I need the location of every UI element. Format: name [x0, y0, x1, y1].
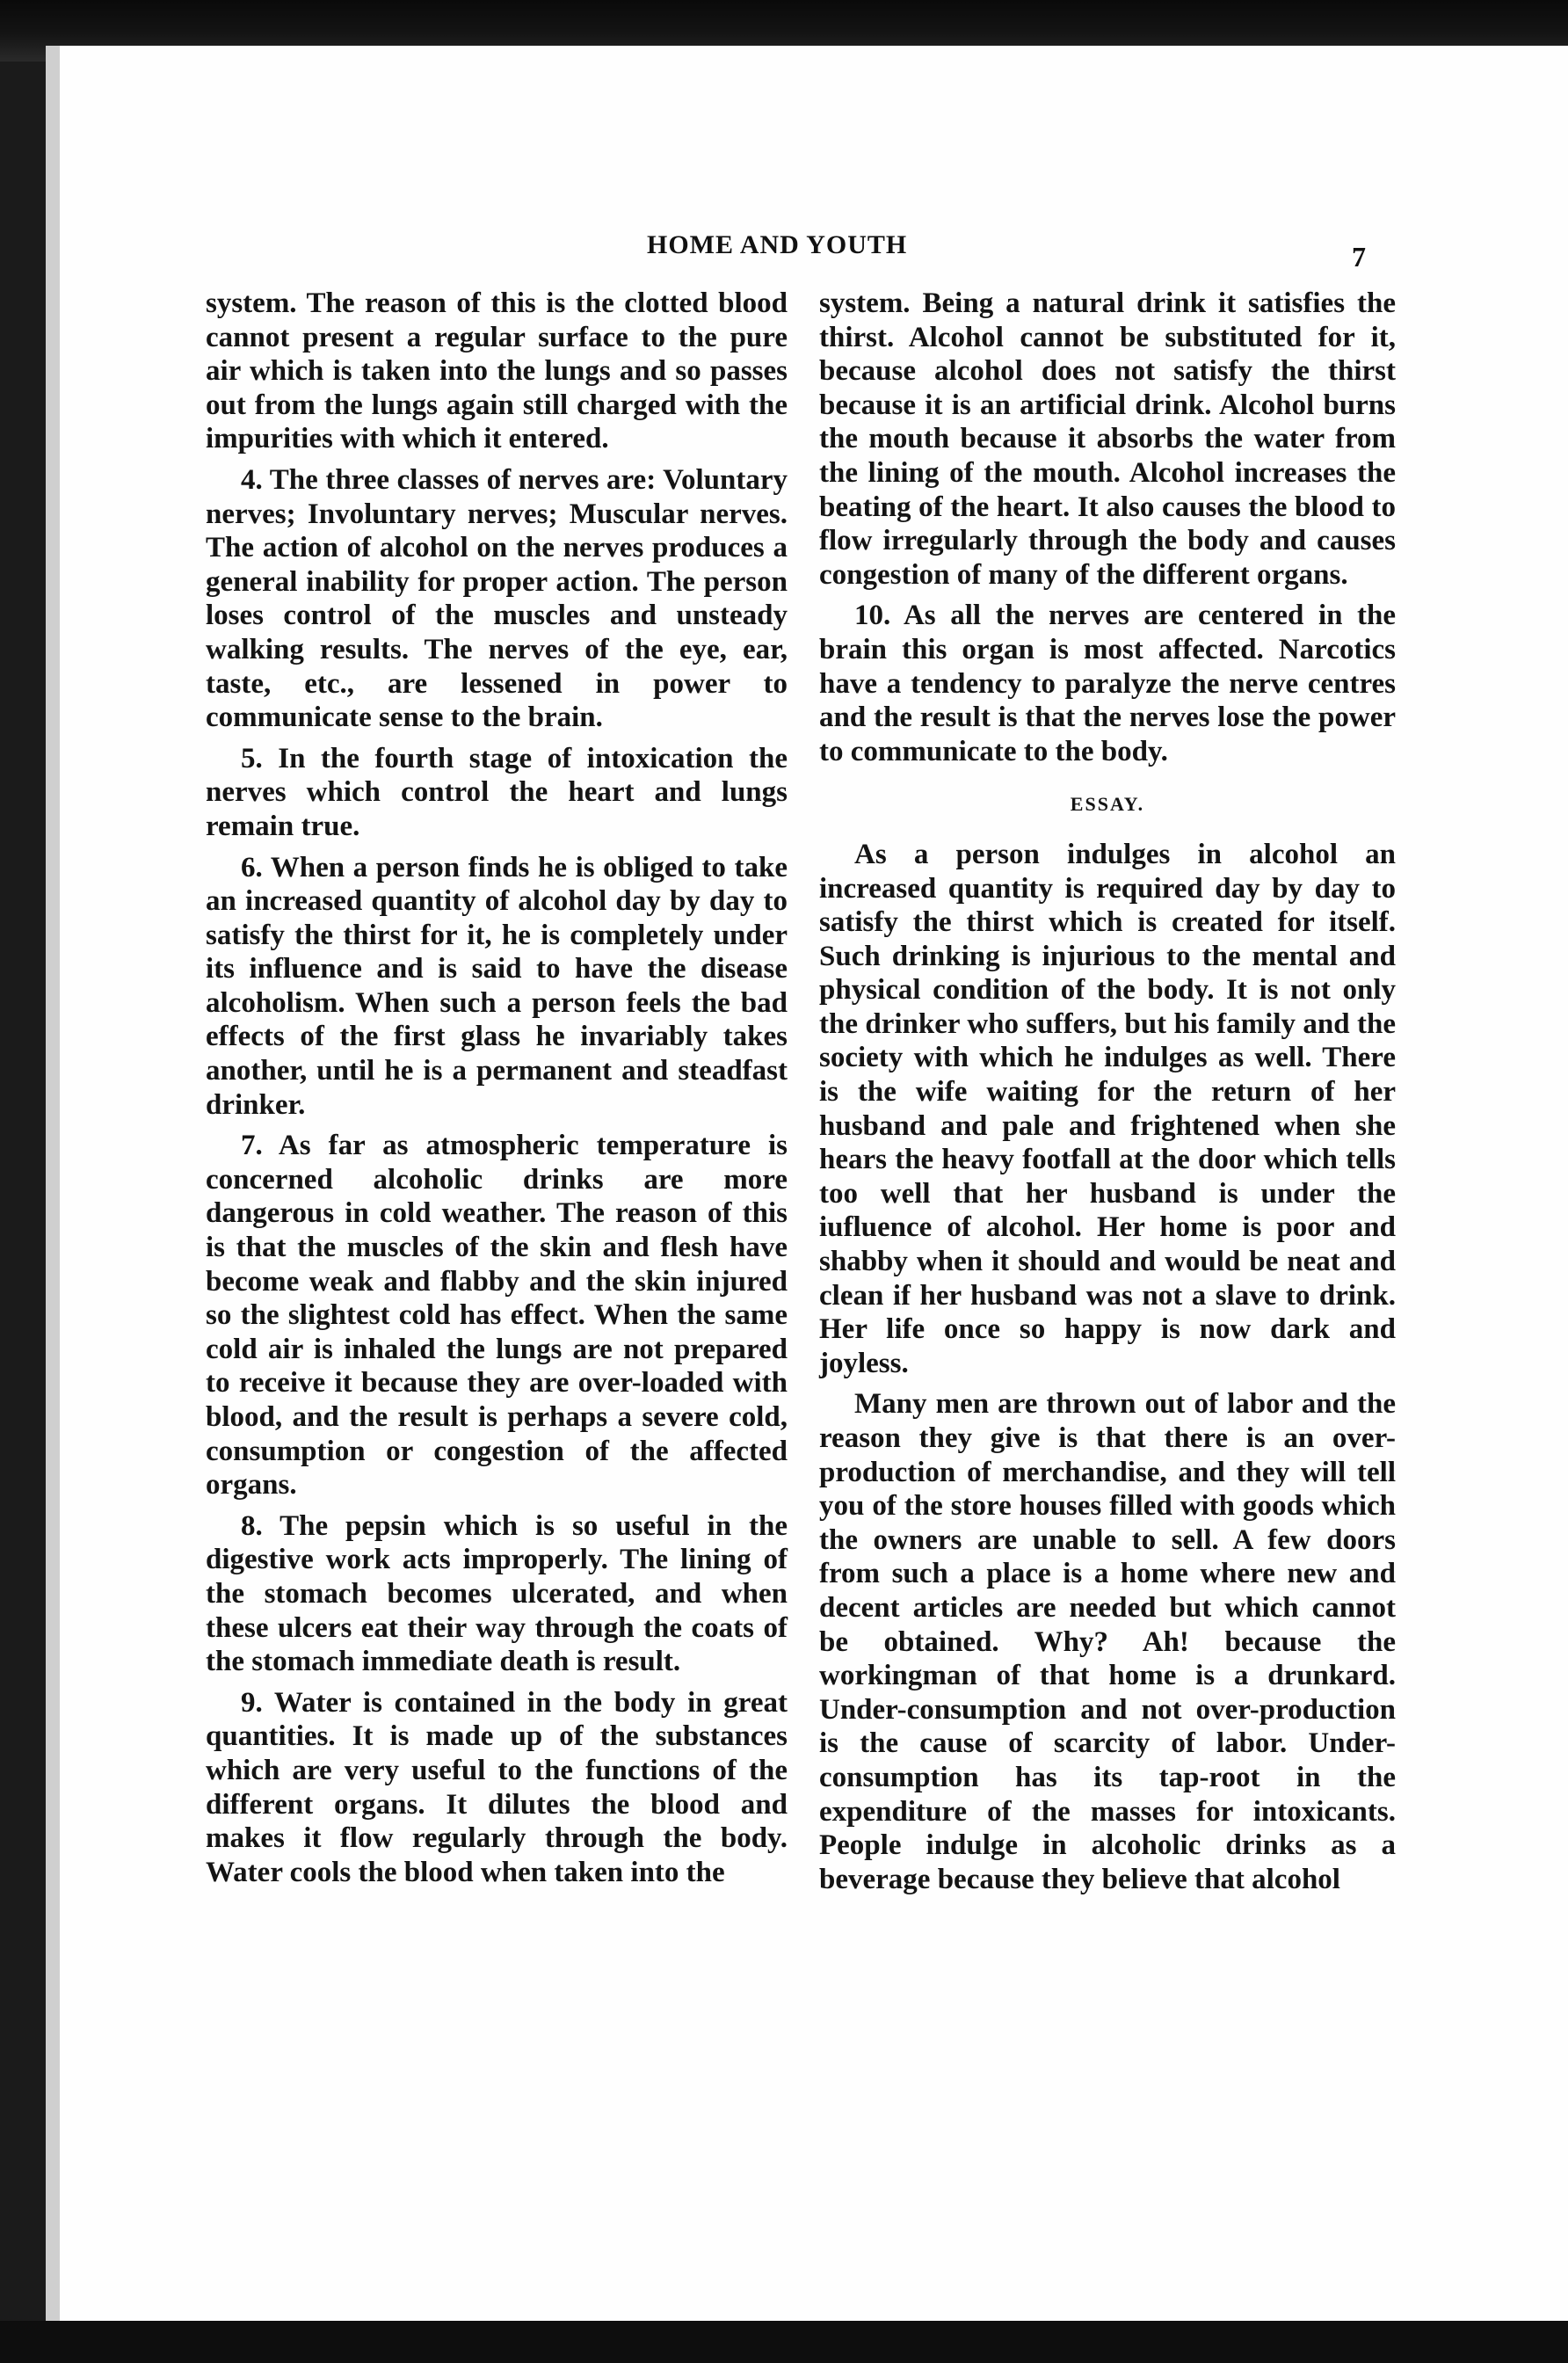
paragraph-point-4: 4. The three classes of nerves are: Voluntary nerves; Involuntary nerves; Muscular nerves. The action of alcohol on the nerves produces a general inability for proper action. The person loses control of the muscles and unsteady walking results. The nerves of the eye, ear, taste, etc., are lessened in power to communicate sense to the brain.: [206, 463, 788, 734]
paragraph-point-8: 8. The pepsin which is so useful in the digestive work acts improperly. The lining of the stomach becomes ulcerated, and when these ulcers eat their way through the coats of the stomach immediate death is result.: [206, 1509, 788, 1678]
left-column: [206, 287, 788, 1896]
paragraph-point-7: 7. As far as atmospheric temperature is concerned alcoholic drinks are more dangerous in cold weather. The reason of this is that the muscles of the skin and flesh have become weak and flabby and the skin injured so the slightest cold has effect. When the same cold air is inhaled the lungs are not prepared to receive it because they are over-loaded with blood, and the result is perhaps a severe cold, consumption or congestion of the affected organs.: [206, 1130, 788, 1501]
running-title: HOME AND YOUTH: [647, 230, 908, 259]
page-number: 7: [1352, 241, 1366, 273]
paragraph-point-6: 6. When a person finds he is obliged to take an increased quantity of alcohol day by day to satisfy the thirst for it, he is completely under its influence and is said to have the disease alcoholism. When such a person feels the bad effects of the first glass he invariably takes another, until he is a permanent and steadfast drinker.: [206, 851, 788, 1121]
page-header: [0, 230, 1568, 273]
paragraph-point-10: 10. As all the nerves are centered in the brain this organ is most affected. Narcotics have a tendency to paralyze the nerve centres and the result is that the nerves lose the power to communicate to the body.: [819, 600, 1396, 767]
right-column: [819, 287, 1396, 1903]
paragraph-continued-right: system. Being a natural drink it satisfies the thirst. Alcohol cannot be substituted for it, because alcohol does not satisfy the thirst because it is an artificial drink. Alcohol burns the mouth because it absorbs the water from the lining of the mouth. Alcohol increases the beating of the heart. It also causes the blood to flow irregularly through the body and causes congestion of many of the different organs.: [819, 287, 1396, 591]
essay-paragraph-1: As a person indulges in alcohol an increased quantity is required day by day to satisfy the thirst which is created for itself. Such drinking is injurious to the mental and physical condition of the body. It is not only the drinker who suffers, but his family and the society with which he indulges as well. There is the wife waiting for the return of her husband and pale and frightened when she hears the heavy footfall at the door which tells too well that her husband is under the iufluence of alcohol. Her home is poor and shabby when it should and would be neat and clean if her husband was not a slave to drink. Her life once so happy is now dark and joyless.: [819, 838, 1396, 1379]
paragraph-continued: system. The reason of this is the clotted blood cannot present a regular surface to the pure air which is taken into the lungs and so passes out from the lungs again still charged with the impurities with which it entered.: [206, 287, 788, 455]
scan-bottom-edge: [0, 2321, 1568, 2363]
paragraph-point-9: 9. Water is contained in the body in great quantities. It is made up of the substances which are very useful to the functions of the different organs. It dilutes the blood and makes it flow regularly through the body. Water cools the blood when taken into the: [206, 1686, 788, 1888]
essay-heading: ESSAY.: [1070, 793, 1145, 816]
paragraph-point-5: 5. In the fourth stage of intoxication the nerves which control the heart and lungs remain true.: [206, 742, 788, 842]
essay-paragraph-2: Many men are thrown out of labor and the reason they give is that there is an over-production of merchandise, and they will tell you of the store houses filled with goods which the owners are unable to sell. A few doors from such a place is a home where new and decent articles are needed but which cannot be obtained. Why? Ah! because the workingman of that home is a drunkard. Under-consumption and not over-production is the cause of scarcity of labor. Under-consumption has its tap-root in the expenditure of the masses for intoxicants. People indulge in alcoholic drinks as a beverage because they believe that alcohol: [819, 1388, 1396, 1895]
